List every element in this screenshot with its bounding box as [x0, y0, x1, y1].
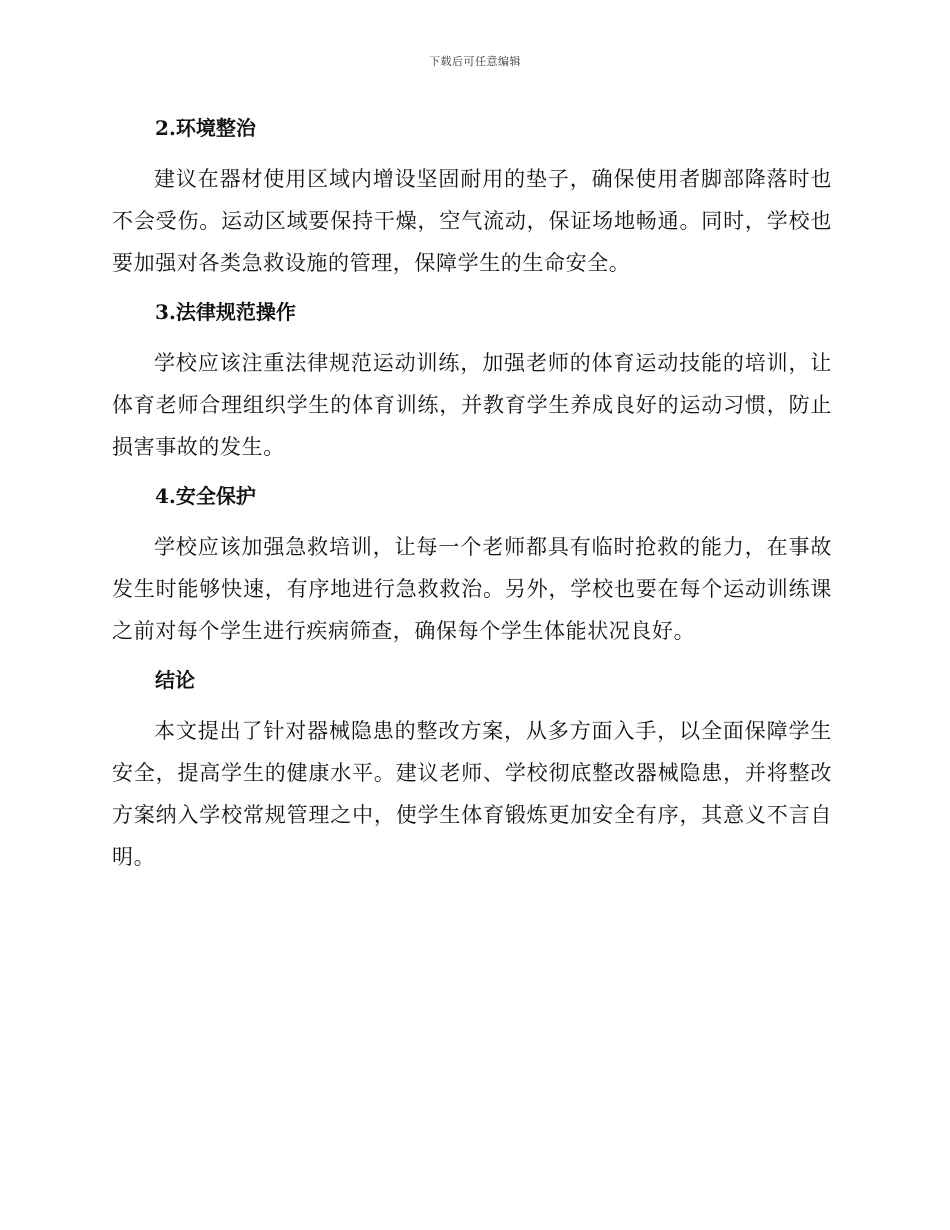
section-safety-protection [112, 478, 832, 652]
section-legal-operation [112, 294, 832, 468]
section-paragraph: 建议在器材使用区域内增设坚固耐用的垫子，确保使用者脚部降落时也不会受伤。运动区域要保持干燥，空气流动，保证场地畅通。同时，学校也要加强对各类急救设施的管理，保障学生的生命安全。 [112, 167, 832, 275]
section-conclusion [112, 662, 832, 878]
section-paragraph: 学校应该加强急救培训，让每一个老师都具有临时抢救的能力，在事故发生时能够快速，有序地进行急救救治。另外，学校也要在每个运动训练课之前对每个学生进行疾病筛查，确保每个学生体能状况良好。 [112, 535, 832, 643]
section-heading: 4.安全保护 [155, 484, 256, 508]
page-header: 下载后可任意编辑 [429, 55, 521, 68]
section-heading: 结论 [155, 668, 195, 692]
section-environment [112, 110, 832, 284]
section-paragraph: 学校应该注重法律规范运动训练，加强老师的体育运动技能的培训，让体育老师合理组织学生的体育训练，并教育学生养成良好的运动习惯，防止损害事故的发生。 [112, 351, 832, 459]
document-body [112, 110, 832, 888]
section-heading: 3.法律规范操作 [155, 300, 296, 324]
section-paragraph: 本文提出了针对器械隐患的整改方案，从多方面入手，以全面保障学生安全，提高学生的健康水平。建议老师、学校彻底整改器械隐患，并将整改方案纳入学校常规管理之中，使学生体育锻炼更加安全有序，其意义不言自明。 [112, 719, 832, 869]
section-heading: 2.环境整治 [155, 116, 256, 140]
